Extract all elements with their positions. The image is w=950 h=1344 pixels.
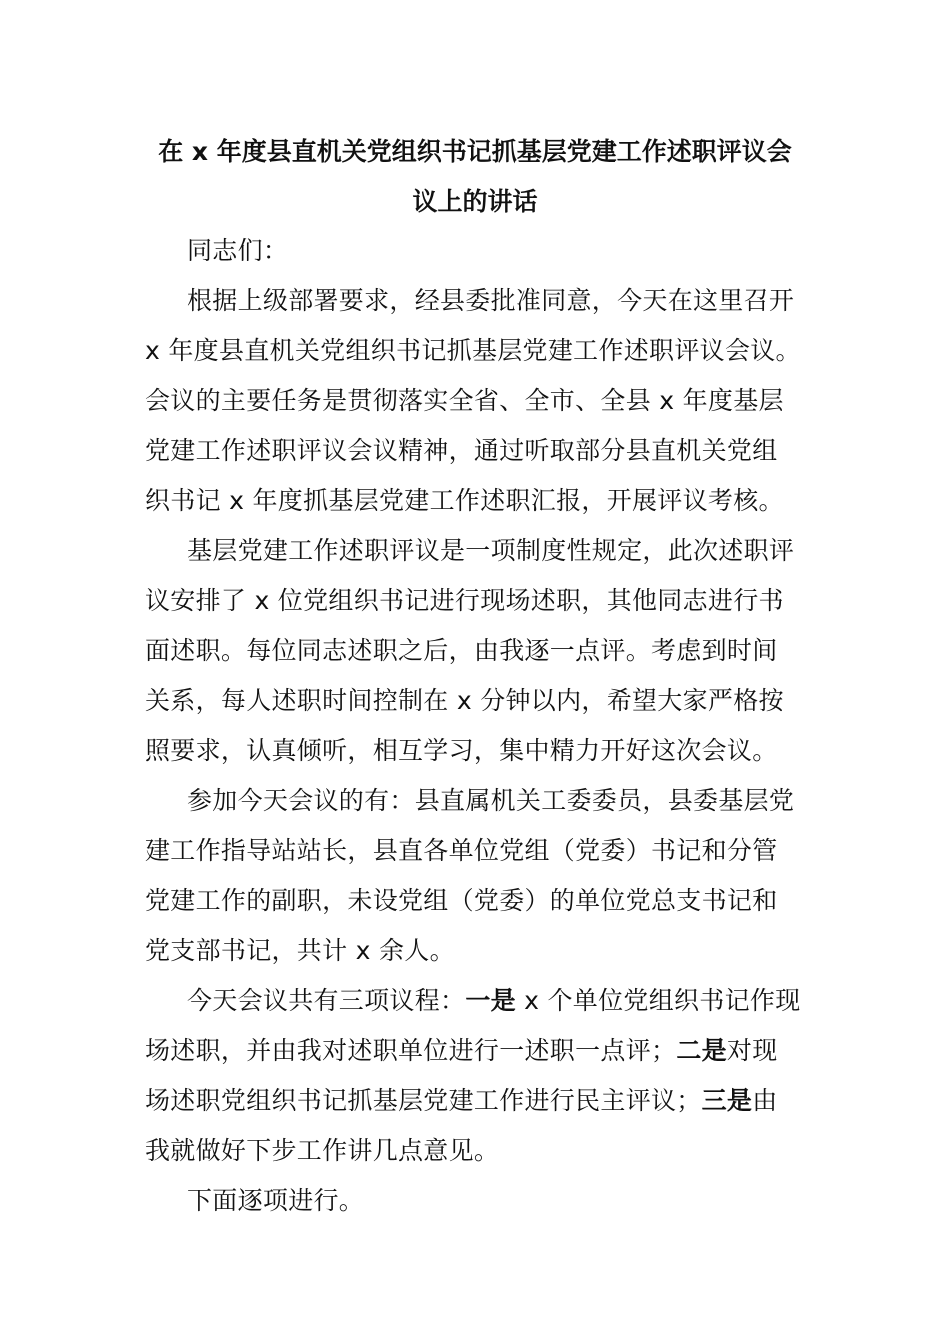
paragraph-4 <box>145 976 805 1176</box>
text-run: 场述职，并由我对述职单位进行一述职一点评； <box>145 1036 677 1065</box>
paragraph-1 <box>145 276 805 526</box>
paragraph-line: 党建工作述职评议会议精神，通过听取部分县直机关党组 <box>145 436 778 465</box>
paragraph-line: 关系，每人述职时间控制在 x 分钟以内，希望大家严格按 <box>145 686 784 715</box>
paragraph-line: 党建工作的副职，未设党组（党委）的单位党总支书记和 <box>145 886 778 915</box>
paragraph-line: x 年度县直机关党组织书记抓基层党建工作述职评议会议。 <box>145 336 801 365</box>
title-line-1: 在 x 年度县直机关党组织书记抓基层党建工作述职评议会 <box>158 137 792 166</box>
document-body <box>145 226 805 1226</box>
text-run: 场述职党组织书记抓基层党建工作进行民主评议； <box>145 1086 702 1115</box>
text-run: 由 <box>752 1086 778 1115</box>
paragraph-3 <box>145 776 805 976</box>
paragraph-line: 基层党建工作述职评议是一项制度性规定，此次述职评 <box>187 536 795 565</box>
paragraph-line <box>145 1026 805 1076</box>
paragraph-line: 会议的主要任务是贯彻落实全省、全市、全县 x 年度基层 <box>145 386 784 415</box>
closing-paragraph <box>145 1176 805 1226</box>
title-line-2: 议上的讲话 <box>412 187 538 216</box>
text-run: 今天会议共有三项议程： <box>187 986 466 1015</box>
paragraph-line: 参加今天会议的有：县直属机关工委委员，县委基层党 <box>187 786 795 815</box>
paragraph-line: 织书记 x 年度抓基层党建工作述职汇报，开展评议考核。 <box>145 486 784 515</box>
paragraph-2 <box>145 526 805 776</box>
paragraph-line: 根据上级部署要求，经县委批准同意，今天在这里召开 <box>187 286 795 315</box>
paragraph-line: 党支部书记，共计 x 余人。 <box>145 936 455 965</box>
salutation: 同志们： <box>187 236 289 265</box>
salutation-paragraph <box>145 226 805 276</box>
text-run: 对现 <box>726 1036 778 1065</box>
paragraph-line: 照要求，认真倾听，相互学习，集中精力开好这次会议。 <box>145 736 778 765</box>
emphasis-first: 一是 <box>465 986 516 1015</box>
paragraph-line: 建工作指导站站长，县直各单位党组（党委）书记和分管 <box>145 836 778 865</box>
paragraph-line <box>145 976 805 1026</box>
closing-line: 下面逐项进行。 <box>187 1186 365 1215</box>
paragraph-line: 面述职。每位同志述职之后，由我逐一点评。考虑到时间 <box>145 636 778 665</box>
document-title <box>140 127 810 227</box>
paragraph-line: 我就做好下步工作讲几点意见。 <box>145 1136 500 1165</box>
text-run: x 个单位党组织书记作现 <box>515 986 801 1015</box>
paragraph-line <box>145 1076 805 1126</box>
emphasis-third: 三是 <box>701 1086 753 1115</box>
paragraph-line: 议安排了 x 位党组织书记进行现场述职，其他同志进行书 <box>145 586 784 615</box>
emphasis-second: 二是 <box>676 1036 727 1065</box>
